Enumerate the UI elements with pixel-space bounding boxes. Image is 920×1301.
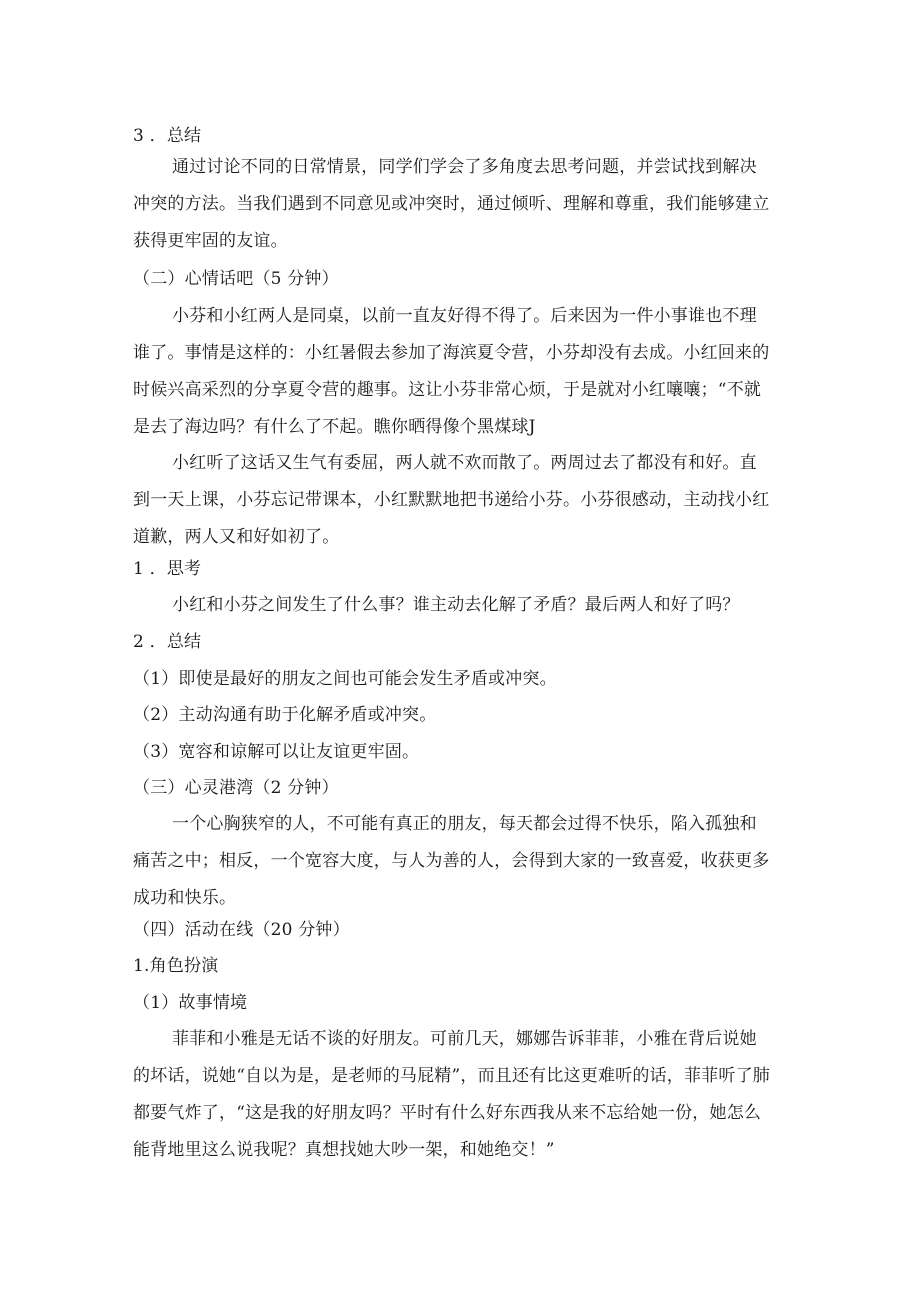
- think-paragraph: 小红和小芬之间发生了什么事？谁主动去化解了矛盾？最后两人和好了吗？: [172, 595, 740, 615]
- part-4-heading: （四）活动在线（20 分钟）: [133, 920, 350, 940]
- story-1-paragraph-2: 小红听了这话又生气有委屈，两人就不欢而散了。两周过去了都没有和好。直到一天上课，小芬忘记带课本，小红默默地把书递给小芬。小芬很感动，主动找小红道歉，两人又和好如初了。: [133, 453, 770, 547]
- summary-item: （2）主动沟通有助于化解矛盾或冲突。: [133, 705, 437, 725]
- part-3-heading: （三）心灵港湾（2 分钟）: [133, 778, 339, 798]
- role-play-heading: 1.角色扮演: [133, 956, 219, 976]
- think-heading: 1 ．思考: [133, 559, 202, 579]
- story-situation-heading: （1）故事情境: [133, 993, 248, 1013]
- story-2-paragraph: 菲菲和小雅是无话不谈的好朋友。可前几天，娜娜告诉菲菲，小雅在背后说她的坏话，说她“自以为是，是老师的马屁精”，而且还有比这更难听的话，菲菲听了肺都要气炸了，“这是我的好朋友吗？平时有什么好东西我从来不忘给她一份，她怎么能背地里这么说我呢？真想找她大吵一架，和她绝交！”: [133, 1029, 770, 1160]
- summary-2-heading: 2 ．总结: [133, 632, 202, 652]
- section-3-paragraph: 通过讨论不同的日常情景，同学们学会了多角度去思考问题，并尝试找到解决冲突的方法。当我们遇到不同意见或冲突时，通过倾听、理解和尊重，我们能够建立获得更牢固的友谊。: [133, 157, 770, 251]
- section-3-heading: 3 ．总结: [133, 126, 202, 146]
- part-2-heading: （二）心情话吧（5 分钟）: [133, 269, 339, 289]
- story-1-paragraph-1: 小芬和小红两人是同桌，以前一直友好得不得了。后来因为一件小事谁也不理谁了。事情是这样的：小红暑假去参加了海滨夏令营，小芬却没有去成。小红回来的时候兴高采烈的分享夏令营的趣事。这让小芬非常心烦，于是就对小红嚷嚷；“不就是去了海边吗？有什么了不起。瞧你晒得像个黑煤球J: [133, 306, 770, 437]
- summary-item: （3）宽容和谅解可以让友谊更牢固。: [133, 742, 420, 762]
- summary-item: （1）即使是最好的朋友之间也可能会发生矛盾或冲突。: [133, 669, 557, 689]
- part-3-paragraph: 一个心胸狭窄的人，不可能有真正的朋友，每天都会过得不快乐，陷入孤独和痛苦之中；相反，一个宽容大度，与人为善的人，会得到大家的一致喜爱，收获更多成功和快乐。: [133, 814, 770, 908]
